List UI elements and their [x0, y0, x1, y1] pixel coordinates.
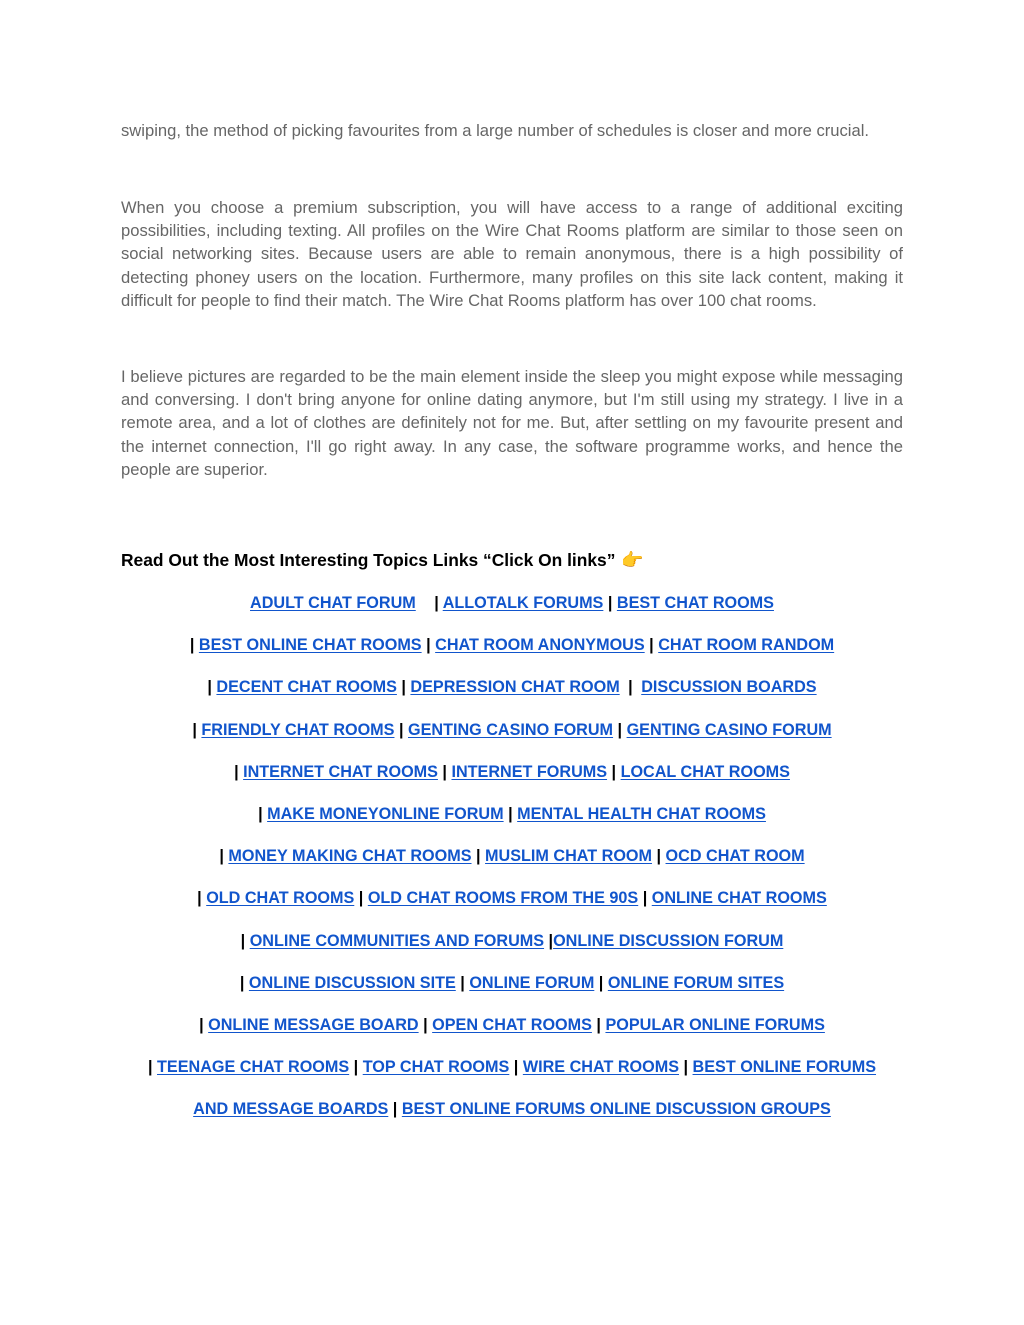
link-separator: |	[418, 1015, 433, 1034]
link-line	[0, 1055, 1024, 1097]
pointing-hand-icon: 👉	[621, 550, 644, 570]
link-adult-chat-forum[interactable]: ADULT CHAT FORUM	[250, 594, 416, 612]
link-line	[0, 971, 1024, 1013]
link-local-chat-rooms[interactable]: LOCAL CHAT ROOMS	[620, 762, 790, 781]
link-genting-casino-forum[interactable]: GENTING CASINO FORUM	[626, 720, 832, 739]
link-separator: |	[199, 1015, 209, 1034]
link-online-discussion-forum[interactable]: ONLINE DISCUSSION FORUM	[553, 931, 784, 950]
link-depression-chat-room[interactable]: DEPRESSION CHAT ROOM	[410, 678, 620, 697]
link-and-message-boards[interactable]: AND MESSAGE BOARDS	[193, 1100, 389, 1119]
link-separator: |	[471, 847, 486, 866]
link-separator: |	[234, 762, 244, 781]
link-decent-chat-rooms[interactable]: DECENT CHAT ROOMS	[216, 678, 397, 697]
link-line	[0, 929, 1024, 971]
link-online-chat-rooms[interactable]: ONLINE CHAT ROOMS	[651, 889, 827, 908]
link-genting-casino-forum[interactable]: GENTING CASINO FORUM	[408, 720, 614, 739]
link-online-discussion-site[interactable]: ONLINE DISCUSSION SITE	[248, 973, 456, 992]
links-heading	[121, 548, 644, 572]
link-best-chat-rooms[interactable]: BEST CHAT ROOMS	[616, 594, 774, 612]
link-top-chat-rooms[interactable]: TOP CHAT ROOMS	[362, 1058, 510, 1077]
link-separator: |	[623, 678, 638, 697]
link-separator: |	[509, 1058, 523, 1077]
link-mental-health-chat-rooms[interactable]: MENTAL HEALTH CHAT ROOMS	[517, 804, 766, 823]
link-line	[0, 591, 1024, 633]
link-internet-chat-rooms[interactable]: INTERNET CHAT ROOMS	[243, 762, 438, 781]
links-heading-text: Read Out the Most Interesting Topics Links “Click On links”	[121, 550, 616, 570]
link-separator: |	[207, 678, 217, 697]
link-old-chat-rooms-from-the-90s[interactable]: OLD CHAT ROOMS FROM THE 90S	[367, 889, 639, 908]
link-separator: |	[638, 889, 652, 908]
link-best-online-chat-rooms[interactable]: BEST ONLINE CHAT ROOMS	[198, 636, 422, 655]
link-allotalk-forums[interactable]: ALLOTALK FORUMS	[442, 594, 604, 612]
link-friendly-chat-rooms[interactable]: FRIENDLY CHAT ROOMS	[201, 720, 395, 739]
link-separator: |	[349, 1058, 363, 1077]
link-separator: |	[607, 762, 621, 781]
link-internet-forums[interactable]: INTERNET FORUMS	[451, 762, 608, 781]
link-separator: |	[591, 1015, 606, 1034]
paragraph-pictures: I believe pictures are regarded to be the main element inside the sleep you might expose while messaging and conversing. I don't bring anyone for online dating anymore, but I'm still using my strategy. I live in a remote area, and a lot of clothes are definitely not for me. But, after settling on my favourite present and the internet connection, I'll go right away. In any case, the software programme works, and hence the people are superior.	[121, 367, 903, 479]
link-separator: |	[240, 931, 250, 950]
link-best-online-forums-online-discussion-groups[interactable]: BEST ONLINE FORUMS ONLINE DISCUSSION GROUPS	[401, 1100, 831, 1119]
link-discussion-boards[interactable]: DISCUSSION BOARDS	[641, 678, 817, 697]
link-teenage-chat-rooms[interactable]: TEENAGE CHAT ROOMS	[157, 1058, 350, 1077]
link-online-forum-sites[interactable]: ONLINE FORUM SITES	[607, 973, 785, 992]
link-ocd-chat-room[interactable]: OCD CHAT ROOM	[665, 847, 805, 866]
paragraph-swiping: swiping, the method of picking favourites from a large number of schedules is closer and more crucial.	[121, 121, 869, 140]
link-separator: |	[437, 762, 452, 781]
link-chat-room-random[interactable]: CHAT ROOM RANDOM	[658, 636, 835, 655]
link-money-making-chat-rooms[interactable]: MONEY MAKING CHAT ROOMS	[228, 847, 472, 866]
link-separator: |	[219, 847, 229, 866]
link-old-chat-rooms[interactable]: OLD CHAT ROOMS	[206, 889, 355, 908]
link-separator: |	[396, 678, 411, 697]
link-best-online-forums[interactable]: BEST ONLINE FORUMS	[692, 1058, 877, 1077]
link-separator: |	[429, 594, 443, 612]
link-open-chat-rooms[interactable]: OPEN CHAT ROOMS	[432, 1015, 592, 1034]
link-line	[0, 675, 1024, 717]
link-wire-chat-rooms[interactable]: WIRE CHAT ROOMS	[522, 1058, 680, 1077]
link-separator: |	[644, 636, 659, 655]
paragraph-premium-subscription: When you choose a premium subscription, you will have access to a range of additional exciting possibilities, including texting. All profiles on the Wire Chat Rooms platform are similar to those seen on social networking sites. Because users are able to remain anonymous, there is a high possibility of detecting phoney users on the location. Furthermore, many profiles on this site lack content, making it difficult for people to find their match. The Wire Chat Rooms platform has over 100 chat rooms.	[121, 198, 903, 310]
link-chat-room-anonymous[interactable]: CHAT ROOM ANONYMOUS	[435, 636, 645, 655]
link-separator: |	[421, 636, 436, 655]
link-separator: |	[594, 973, 608, 992]
link-separator: |	[258, 804, 268, 823]
link-separator: |	[679, 1058, 693, 1077]
link-separator: |	[388, 1100, 402, 1119]
link-separator: |	[603, 594, 617, 612]
link-online-message-board[interactable]: ONLINE MESSAGE BOARD	[208, 1015, 419, 1034]
link-separator: |	[613, 720, 627, 739]
link-separator: |	[503, 804, 518, 823]
link-online-communities-and-forums[interactable]: ONLINE COMMUNITIES AND FORUMS	[249, 931, 545, 950]
link-separator: |	[147, 1058, 158, 1077]
topic-links-list	[0, 591, 1024, 1139]
link-line	[0, 633, 1024, 675]
link-separator: |	[544, 931, 554, 950]
link-separator: |	[239, 973, 249, 992]
link-line	[0, 1097, 1024, 1139]
link-line	[0, 886, 1024, 928]
link-muslim-chat-room[interactable]: MUSLIM CHAT ROOM	[485, 847, 652, 866]
link-line	[0, 844, 1024, 886]
link-line	[0, 718, 1024, 760]
link-separator: |	[354, 889, 368, 908]
link-popular-online-forums[interactable]: POPULAR ONLINE FORUMS	[605, 1015, 825, 1034]
link-line	[0, 802, 1024, 844]
link-separator: |	[455, 973, 470, 992]
link-online-forum[interactable]: ONLINE FORUM	[469, 973, 595, 992]
link-make-moneyonline-forum[interactable]: MAKE MONEYONLINE FORUM	[267, 804, 504, 823]
link-line	[0, 760, 1024, 802]
link-separator: |	[192, 720, 202, 739]
link-separator: |	[189, 636, 199, 655]
link-line	[0, 1013, 1024, 1055]
link-separator: |	[652, 847, 666, 866]
link-separator: |	[394, 720, 408, 739]
link-separator: |	[197, 889, 207, 908]
